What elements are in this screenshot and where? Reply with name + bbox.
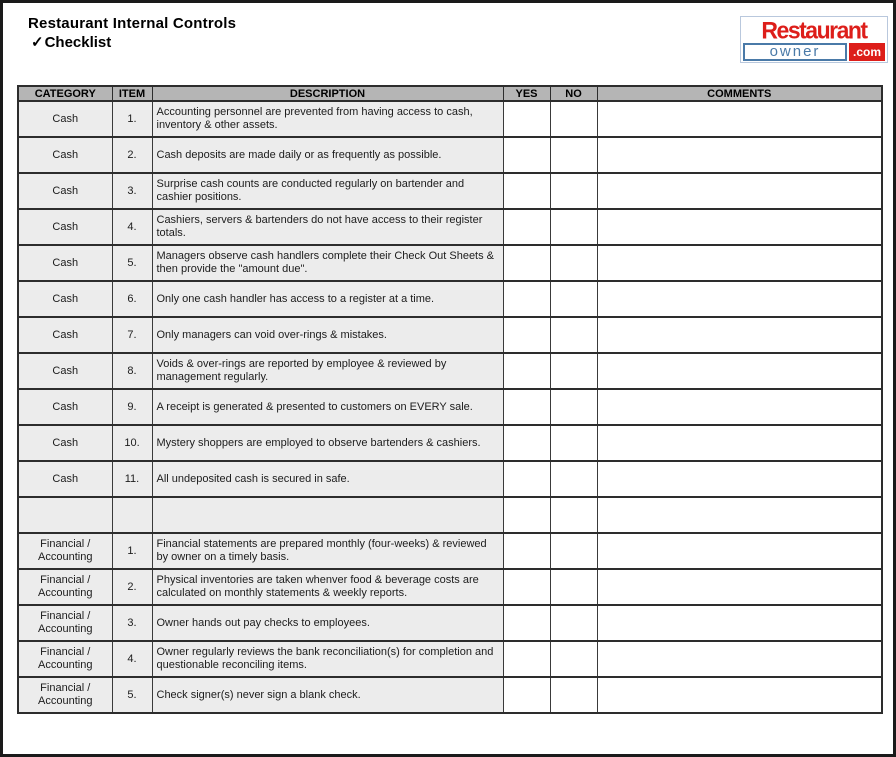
comments-cell[interactable]	[597, 173, 882, 209]
table-row	[18, 389, 882, 425]
description-cell: A receipt is generated & presented to customers on EVERY sale.	[152, 389, 503, 425]
comments-cell[interactable]	[597, 569, 882, 605]
no-cell[interactable]	[550, 101, 597, 137]
table-row	[18, 101, 882, 137]
description-cell: Only one cash handler has access to a register at a time.	[152, 281, 503, 317]
no-cell[interactable]	[550, 353, 597, 389]
table-row	[18, 317, 882, 353]
header-comments: COMMENTS	[597, 86, 882, 101]
no-cell[interactable]	[550, 533, 597, 569]
page-title: Restaurant Internal Controls	[28, 15, 237, 32]
no-cell[interactable]	[550, 569, 597, 605]
category-cell: Cash	[18, 281, 112, 317]
item-cell: 7.	[112, 317, 152, 353]
comments-cell[interactable]	[597, 353, 882, 389]
description-cell: Owner regularly reviews the bank reconciliation(s) for completion and questionable reconciling items.	[152, 641, 503, 677]
yes-cell[interactable]	[503, 641, 550, 677]
category-cell: Cash	[18, 389, 112, 425]
table-header-row	[18, 86, 882, 101]
yes-cell[interactable]	[503, 101, 550, 137]
no-cell[interactable]	[550, 137, 597, 173]
page-subtitle-label: Checklist	[44, 34, 112, 51]
yes-cell[interactable]	[503, 497, 550, 533]
checklist-table-body	[18, 101, 882, 713]
item-cell: 11.	[112, 461, 152, 497]
description-cell: Surprise cash counts are conducted regularly on bartender and cashier positions.	[152, 173, 503, 209]
yes-cell[interactable]	[503, 317, 550, 353]
description-cell: Physical inventories are taken whenver food & beverage costs are calculated on monthly statements & weekly reports.	[152, 569, 503, 605]
logo-restaurant-text: Restaurant	[761, 16, 867, 44]
comments-cell[interactable]	[597, 281, 882, 317]
comments-cell[interactable]	[597, 425, 882, 461]
item-cell: 8.	[112, 353, 152, 389]
item-cell: 9.	[112, 389, 152, 425]
category-cell: Cash	[18, 425, 112, 461]
page-subtitle	[28, 33, 236, 52]
yes-cell[interactable]	[503, 353, 550, 389]
table-row	[18, 641, 882, 677]
header-yes: YES	[503, 86, 550, 101]
yes-cell[interactable]	[503, 137, 550, 173]
item-cell: 4.	[112, 209, 152, 245]
table-row	[18, 245, 882, 281]
yes-cell[interactable]	[503, 425, 550, 461]
header-item: ITEM	[112, 86, 152, 101]
no-cell[interactable]	[550, 605, 597, 641]
comments-cell[interactable]	[597, 677, 882, 713]
logo-com-text: .com	[849, 43, 885, 61]
yes-cell[interactable]	[503, 605, 550, 641]
table-row	[18, 281, 882, 317]
item-cell: 3.	[112, 173, 152, 209]
table-row	[18, 497, 882, 533]
category-cell: Cash	[18, 209, 112, 245]
header-description: DESCRIPTION	[152, 86, 503, 101]
item-cell: 6.	[112, 281, 152, 317]
no-cell[interactable]	[550, 173, 597, 209]
item-cell: 1.	[112, 533, 152, 569]
description-cell: Cash deposits are made daily or as frequently as possible.	[152, 137, 503, 173]
yes-cell[interactable]	[503, 173, 550, 209]
category-cell: Financial / Accounting	[18, 641, 112, 677]
no-cell[interactable]	[550, 425, 597, 461]
comments-cell[interactable]	[597, 605, 882, 641]
description-cell: Voids & over-rings are reported by employee & reviewed by management regularly.	[152, 353, 503, 389]
item-cell: 3.	[112, 605, 152, 641]
header-no: NO	[550, 86, 597, 101]
no-cell[interactable]	[550, 209, 597, 245]
item-cell: 2.	[112, 137, 152, 173]
table-row	[18, 677, 882, 713]
category-cell: Financial / Accounting	[18, 605, 112, 641]
description-cell: Accounting personnel are prevented from having access to cash, inventory & other assets.	[152, 101, 503, 137]
yes-cell[interactable]	[503, 209, 550, 245]
table-row	[18, 173, 882, 209]
yes-cell[interactable]	[503, 569, 550, 605]
no-cell[interactable]	[550, 497, 597, 533]
category-cell: Cash	[18, 245, 112, 281]
no-cell[interactable]	[550, 281, 597, 317]
category-cell: Cash	[18, 353, 112, 389]
description-cell: Check signer(s) never sign a blank check.	[152, 677, 503, 713]
description-cell: All undeposited cash is secured in safe.	[152, 461, 503, 497]
description-cell: Managers observe cash handlers complete their Check Out Sheets & then provide the "amount due".	[152, 245, 503, 281]
checkmark-icon: ✓	[31, 34, 44, 51]
yes-cell[interactable]	[503, 677, 550, 713]
item-cell	[112, 497, 152, 533]
item-cell: 1.	[112, 101, 152, 137]
no-cell[interactable]	[550, 677, 597, 713]
category-cell: Cash	[18, 317, 112, 353]
comments-cell[interactable]	[597, 209, 882, 245]
title-block	[28, 14, 236, 52]
item-cell: 10.	[112, 425, 152, 461]
table-row	[18, 353, 882, 389]
logo-owner-text: owner	[743, 43, 847, 61]
category-cell: Cash	[18, 137, 112, 173]
comments-cell[interactable]	[597, 641, 882, 677]
yes-cell[interactable]	[503, 281, 550, 317]
category-cell: Financial / Accounting	[18, 677, 112, 713]
no-cell[interactable]	[550, 389, 597, 425]
comments-cell[interactable]	[597, 389, 882, 425]
yes-cell[interactable]	[503, 533, 550, 569]
comments-cell[interactable]	[597, 245, 882, 281]
table-row	[18, 425, 882, 461]
category-cell: Financial / Accounting	[18, 569, 112, 605]
no-cell[interactable]	[550, 317, 597, 353]
no-cell[interactable]	[550, 245, 597, 281]
comments-cell[interactable]	[597, 533, 882, 569]
description-cell: Owner hands out pay checks to employees.	[152, 605, 503, 641]
table-row	[18, 137, 882, 173]
description-cell: Mystery shoppers are employed to observe bartenders & cashiers.	[152, 425, 503, 461]
yes-cell[interactable]	[503, 245, 550, 281]
description-cell: Financial statements are prepared monthly (four-weeks) & reviewed by owner on a timely basis.	[152, 533, 503, 569]
checklist-table	[17, 85, 883, 714]
yes-cell[interactable]	[503, 389, 550, 425]
comments-cell[interactable]	[597, 461, 882, 497]
comments-cell[interactable]	[597, 317, 882, 353]
table-row	[18, 209, 882, 245]
item-cell: 2.	[112, 569, 152, 605]
item-cell: 5.	[112, 677, 152, 713]
table-row	[18, 533, 882, 569]
category-cell	[18, 497, 112, 533]
no-cell[interactable]	[550, 461, 597, 497]
description-cell: Only managers can void over-rings & mistakes.	[152, 317, 503, 353]
table-row	[18, 569, 882, 605]
category-cell: Cash	[18, 173, 112, 209]
category-cell: Financial / Accounting	[18, 533, 112, 569]
comments-cell[interactable]	[597, 101, 882, 137]
description-cell: Cashiers, servers & bartenders do not have access to their register totals.	[152, 209, 503, 245]
category-cell: Cash	[18, 461, 112, 497]
description-cell	[152, 497, 503, 533]
header-category: CATEGORY	[18, 86, 112, 101]
no-cell[interactable]	[550, 641, 597, 677]
table-row	[18, 461, 882, 497]
comments-cell[interactable]	[597, 137, 882, 173]
item-cell: 5.	[112, 245, 152, 281]
category-cell: Cash	[18, 101, 112, 137]
restaurant-owner-logo	[740, 16, 888, 63]
table-row	[18, 605, 882, 641]
item-cell: 4.	[112, 641, 152, 677]
comments-cell[interactable]	[597, 497, 882, 533]
logo-bottom-row	[743, 43, 885, 61]
yes-cell[interactable]	[503, 461, 550, 497]
